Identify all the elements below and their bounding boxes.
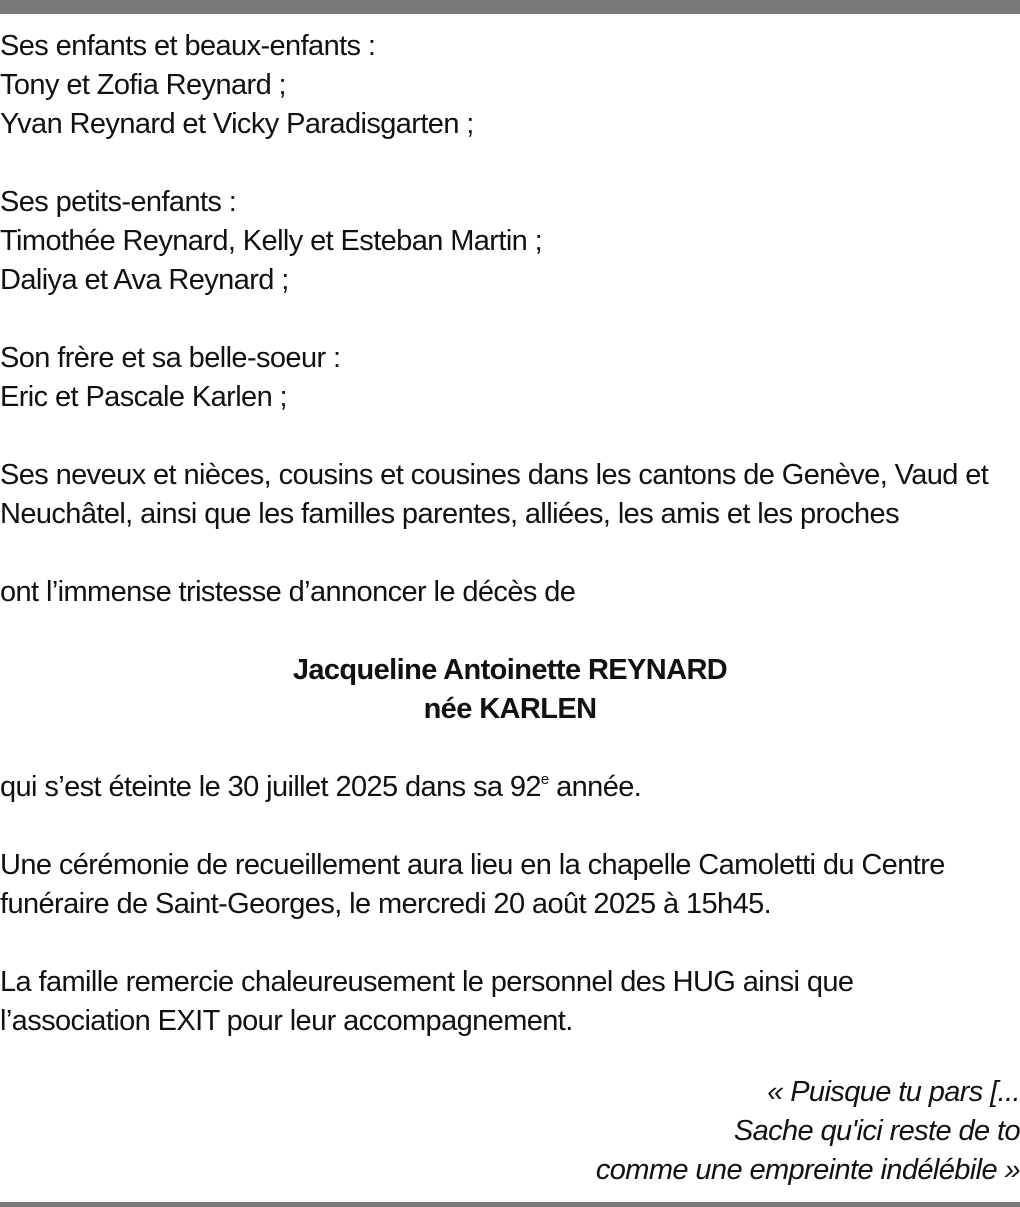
children-heading: Ses enfants et beaux-enfants : (0, 30, 376, 62)
children-section (0, 27, 1020, 144)
death-info (0, 768, 1020, 807)
bottom-rule (0, 1202, 1020, 1207)
children-line: Yvan Reynard et Vicky Paradisgarten ; (0, 108, 474, 140)
siblings-heading: Son frère et sa belle-soeur : (0, 342, 341, 374)
quote-line: Sache qu'ici reste de to (733, 1115, 1020, 1147)
grandchildren-section (0, 183, 1020, 300)
ordinal-superscript: e (540, 771, 549, 788)
children-line: Tony et Zofia Reynard ; (0, 69, 287, 101)
announcement (0, 573, 1020, 612)
death-info-text: qui s’est éteinte le 30 juillet 2025 dans sa 92 (0, 771, 541, 803)
siblings-section (0, 339, 1020, 417)
thanks-line: La famille remercie chaleureusement le personnel des HUG ainsi que (0, 966, 854, 998)
grandchildren-heading: Ses petits-enfants : (0, 186, 237, 218)
grandchildren-line: Daliya et Ava Reynard ; (0, 264, 289, 296)
ceremony-line: funéraire de Saint-Georges, le mercredi 20 août 2025 à 15h45. (0, 888, 772, 920)
siblings-line: Eric et Pascale Karlen ; (0, 381, 288, 413)
ceremony-line: Une cérémonie de recueillement aura lieu en la chapelle Camoletti du Centre (0, 849, 945, 881)
announcement-text: ont l’immense tristesse d’annoncer le décès de (0, 576, 576, 608)
quote-line: comme une empreinte indélébile » (595, 1154, 1020, 1186)
deceased-maiden-name: née KARLEN (423, 693, 597, 725)
ceremony-section (0, 846, 1020, 924)
extended-family-line: Neuchâtel, ainsi que les familles parentes, alliées, les amis et les proches (0, 498, 899, 530)
thanks-line: l’association EXIT pour leur accompagnement. (0, 1005, 573, 1037)
grandchildren-line: Timothée Reynard, Kelly et Esteban Martin ; (0, 225, 543, 257)
top-rule (0, 0, 1020, 14)
deceased-name: Jacqueline Antoinette REYNARD (292, 654, 728, 686)
death-info-suffix: année. (548, 771, 642, 803)
death-info-line (0, 768, 1020, 807)
extended-family-line: Ses neveux et nièces, cousins et cousines dans les cantons de Genève, Vaud et (0, 459, 989, 491)
obituary-body (0, 27, 1020, 1041)
deceased-block (0, 651, 1020, 729)
quote-block (0, 1073, 1020, 1190)
quote-line: « Puisque tu pars [... (767, 1076, 1020, 1108)
extended-family-section (0, 456, 1020, 534)
thanks-section (0, 963, 1020, 1041)
